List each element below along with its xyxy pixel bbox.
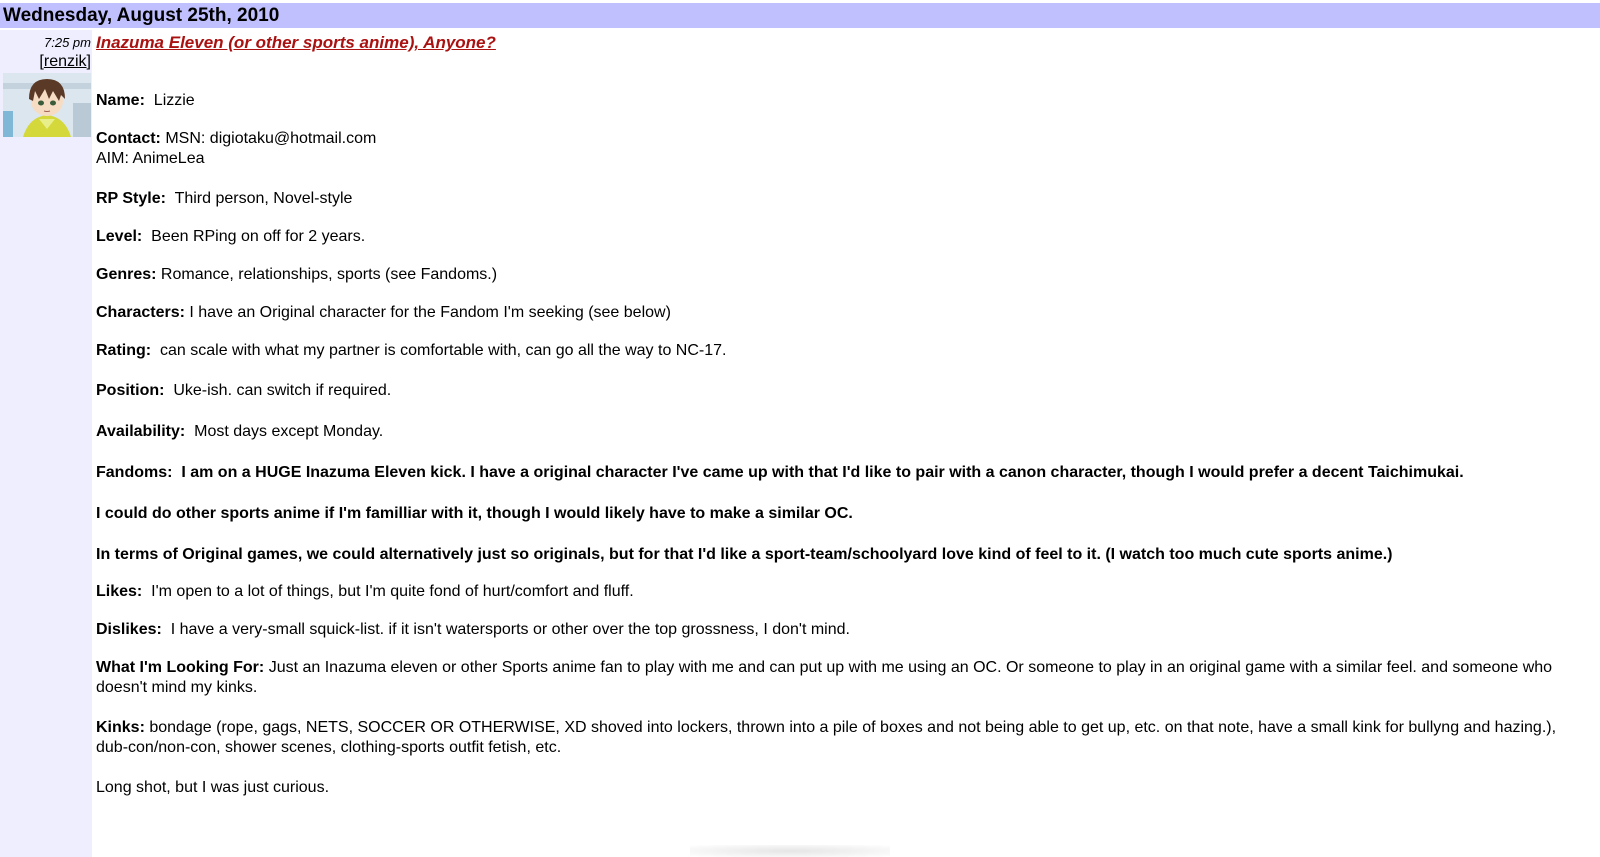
availability-label: Availability: [96,423,186,440]
field-dislikes [96,620,1566,640]
rating-label: Rating: [96,342,152,359]
rating-value: can scale with what my partner is comfortable with, can go all the way to NC-17. [160,342,727,359]
field-likes [96,582,1566,602]
position-label: Position: [96,382,165,399]
field-position [96,381,1566,401]
field-characters [96,303,1566,323]
fandoms-paragraph-2: I could do other sports anime if I'm familliar with it, though I would likely have to make a similar OC. [96,505,853,522]
entry-subject-link[interactable]: Inazuma Eleven (or other sports anime), Anyone? [96,33,496,52]
characters-label: Characters: [96,304,185,321]
level-label: Level: [96,228,143,245]
entry-body [96,91,1566,798]
genres-label: Genres: [96,266,157,283]
closing-line: Long shot, but I was just curious. [96,779,330,796]
dislikes-label: Dislikes: [96,621,162,638]
fandoms-value: I am on a HUGE Inazuma Eleven kick. I have a original character I've came up with that I'd like to pair with a canon character, though I would prefer a decent Taichimukai. [181,464,1464,481]
availability-value: Most days except Monday. [194,423,384,440]
field-fandoms [96,462,1566,483]
rp-style-label: RP Style: [96,190,166,207]
entry-time: 7:25 pm [44,35,91,50]
dislikes-value: I have a very-small squick-list. if it isn't watersports or other over the top grossness, I don't mind. [170,621,850,638]
contact-value-2: AIM: AnimeLea [96,150,205,167]
fandoms-paragraph-3: In terms of Original games, we could alternatively just so originals, but for that I'd like a sport-team/schoolyard love kind of feel to it. (I watch too much cute sports anime.) [96,546,1393,563]
fandoms-label: Fandoms: [96,464,173,481]
level-value: Been RPing on off for 2 years. [151,228,366,245]
characters-value: I have an Original character for the Fandom I'm seeking (see below) [189,304,671,321]
likes-label: Likes: [96,583,143,600]
contact-value: MSN: digiotaku@hotmail.com [165,130,377,147]
kinks-value: bondage (rope, gags, NETS, SOCCER OR OTHERWISE, XD shoved into lockers, thrown into a pile of boxes and not being able to get up, etc. on that note, have a small kink for bullyng and hazing.), dub-con/non-con, shower scenes, clothing-sports outfit fetish, etc. [96,719,1557,756]
position-value: Uke-ish. can switch if required. [173,382,392,399]
field-contact [96,129,1566,149]
genres-value: Romance, relationships, sports (see Fandoms.) [160,266,498,283]
date-header: Wednesday, August 25th, 2010 [0,3,1600,28]
field-level [96,227,1566,247]
user-bracket-open: [ [39,53,44,70]
field-kinks [96,718,1566,758]
looking-for-label: What I'm Looking For: [96,659,265,676]
name-value: Lizzie [153,92,195,109]
username-link[interactable]: renzik [43,53,87,70]
looking-for-value: Just an Inazuma eleven or other Sports anime fan to play with me and can put up with me using an OC. Or someone to play in an original game with a similar feel. and someone who doesn't mind my kinks. [96,659,1553,696]
field-looking-for [96,658,1566,698]
field-rating [96,341,1566,361]
user-avatar[interactable] [3,73,91,137]
entry-sidebar [0,30,92,857]
user-bracket-close: ] [86,53,91,70]
field-rp-style [96,189,1566,209]
avatar-anime-boy-icon [3,73,91,137]
bottom-shadow [690,845,890,857]
name-label: Name: [96,92,145,109]
rp-style-value: Third person, Novel-style [174,190,353,207]
field-availability [96,422,1566,442]
field-genres [96,265,1566,285]
contact-label: Contact: [96,130,161,147]
likes-value: I'm open to a lot of things, but I'm quite fond of hurt/comfort and fluff. [151,583,634,600]
entry-user [0,53,91,71]
field-name [96,91,1566,111]
kinks-label: Kinks: [96,719,145,736]
